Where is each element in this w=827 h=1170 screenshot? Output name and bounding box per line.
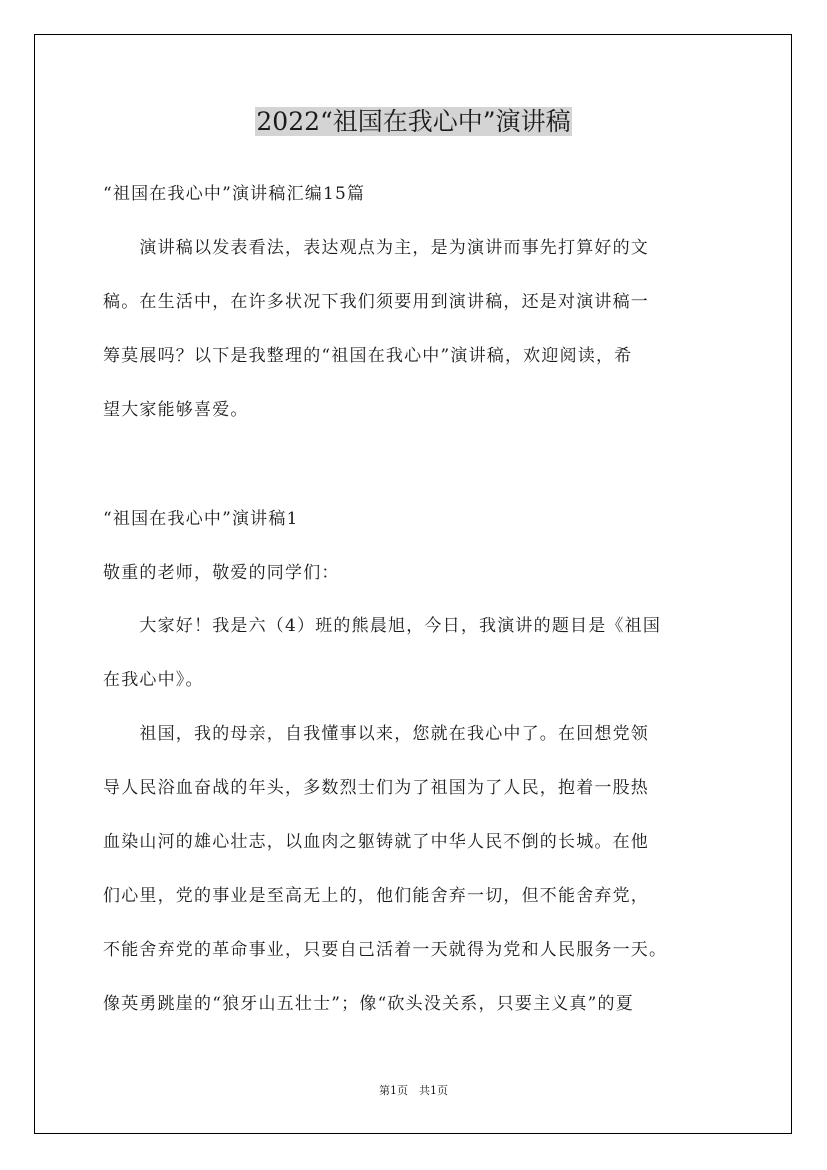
intro-line: 演讲稿以发表看法，表达观点为主，是为演讲而事先打算好的文 <box>103 238 649 258</box>
document-subtitle: “祖国在我心中”演讲稿汇编15篇 <box>103 184 366 204</box>
intro-line: 望大家能够喜爱。 <box>103 400 249 420</box>
body-line: 大家好！我是六（4）班的熊晨旭，今日，我演讲的题目是《祖国 <box>103 616 662 636</box>
body-line: 导人民浴血奋战的年头，多数烈士们为了祖国为了人民，抱着一股热 <box>103 778 649 798</box>
intro-line: 筹莫展吗？以下是我整理的“祖国在我心中”演讲稿，欢迎阅读，希 <box>103 346 633 366</box>
section-heading: “祖国在我心中”演讲稿1 <box>103 509 299 529</box>
body-line: 们心里，党的事业是至高无上的，他们能舍弃一切，但不能舍弃党， <box>103 886 649 906</box>
body-line: 像英勇跳崖的“狼牙山五壮士”；像“砍头没关系，只要主义真”的夏 <box>103 994 634 1014</box>
document-title <box>0 104 827 140</box>
body-line: 在我心中》。 <box>103 670 204 690</box>
body-line: 祖国，我的母亲，自我懂事以来，您就在我心中了。在回想党领 <box>103 724 649 744</box>
body-line: 血染山河的雄心壮志，以血肉之躯铸就了中华人民不倒的长城。在他 <box>103 832 649 852</box>
document-title-text: 2022“祖国在我心中”演讲稿 <box>256 107 571 136</box>
page-footer: 第1页 共1页 <box>379 1084 448 1097</box>
greeting: 敬重的老师，敬爱的同学们： <box>103 563 340 583</box>
intro-line: 稿。在生活中，在许多状况下我们须要用到演讲稿，还是对演讲稿一 <box>103 292 649 312</box>
body-line: 不能舍弃党的革命事业，只要自己活着一天就得为党和人民服务一天。 <box>103 940 668 960</box>
